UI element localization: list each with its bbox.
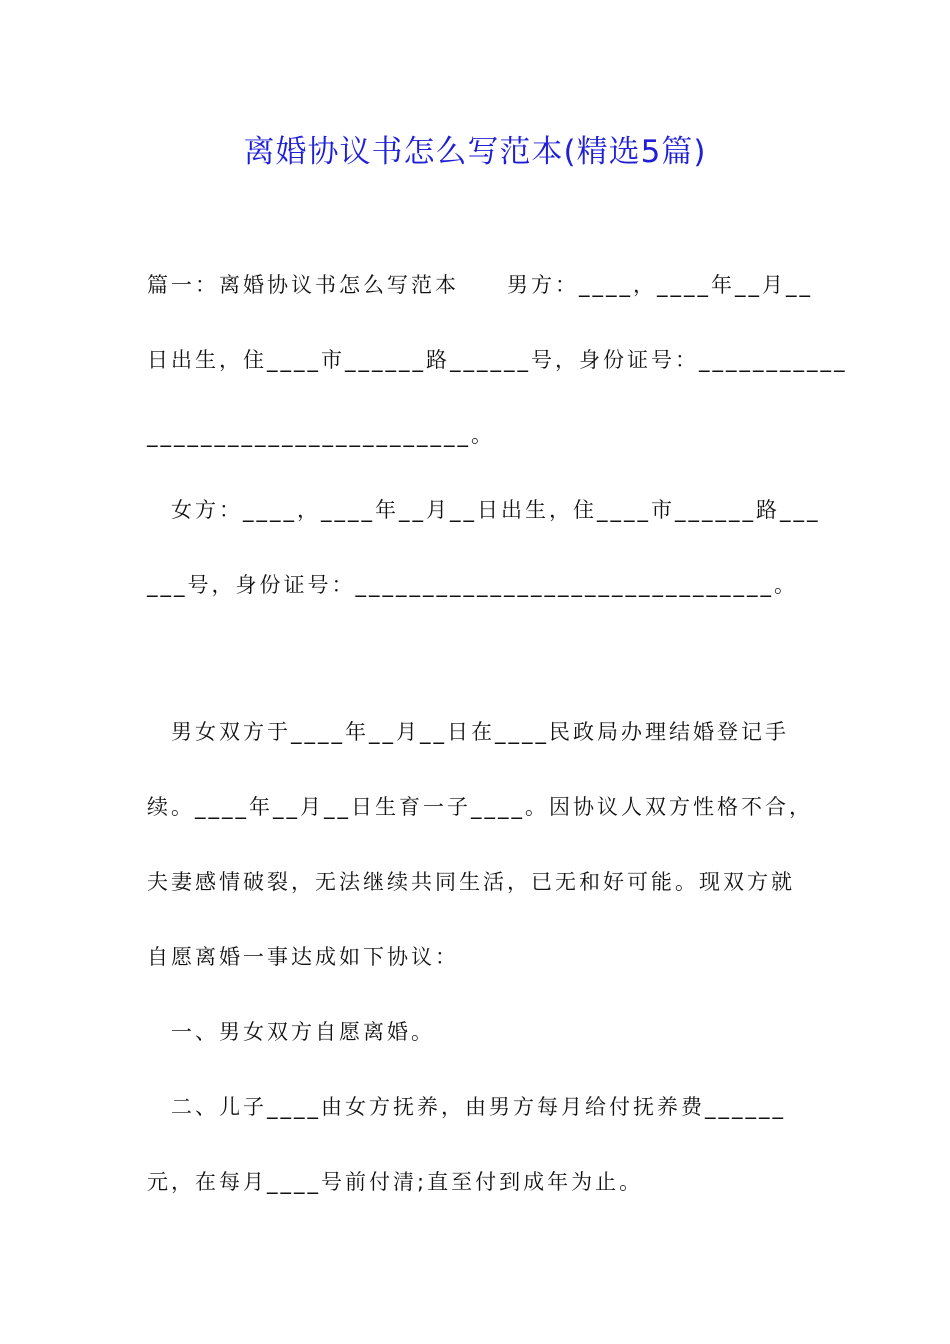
text-line-4: 女方：____，____年__月__日出生，住____市______路___: [147, 498, 821, 522]
text-line-12: 元，在每月____号前付清;直至付到成年为止。: [147, 1170, 644, 1194]
text-line-8: 夫妻感情破裂，无法继续共同生活，已无和好可能。现双方就: [147, 870, 795, 894]
text-line-7: 续。____年__月__日生育一子____。因协议人双方性格不合，: [147, 795, 813, 819]
text-line-11: 二、儿子____由女方抚养，由男方每月给付抚养费______: [147, 1095, 786, 1119]
text-line-2: 日出生，住____市______路______号，身份证号：___________: [147, 348, 848, 372]
text-line-5: ___号，身份证号：_______________________________。: [147, 573, 798, 597]
document-title: 离婚协议书怎么写范本(精选5篇): [243, 134, 707, 170]
text-line-6: 男女双方于____年__月__日在____民政局办理结婚登记手: [147, 720, 789, 744]
text-line-9: 自愿离婚一事达成如下协议：: [147, 945, 459, 969]
text-line-3: ________________________。: [147, 423, 495, 447]
text-line-10: 一、男女双方自愿离婚。: [147, 1020, 435, 1044]
text-line-1: 篇一：离婚协议书怎么写范本 男方：____，____年__月__: [147, 273, 813, 297]
